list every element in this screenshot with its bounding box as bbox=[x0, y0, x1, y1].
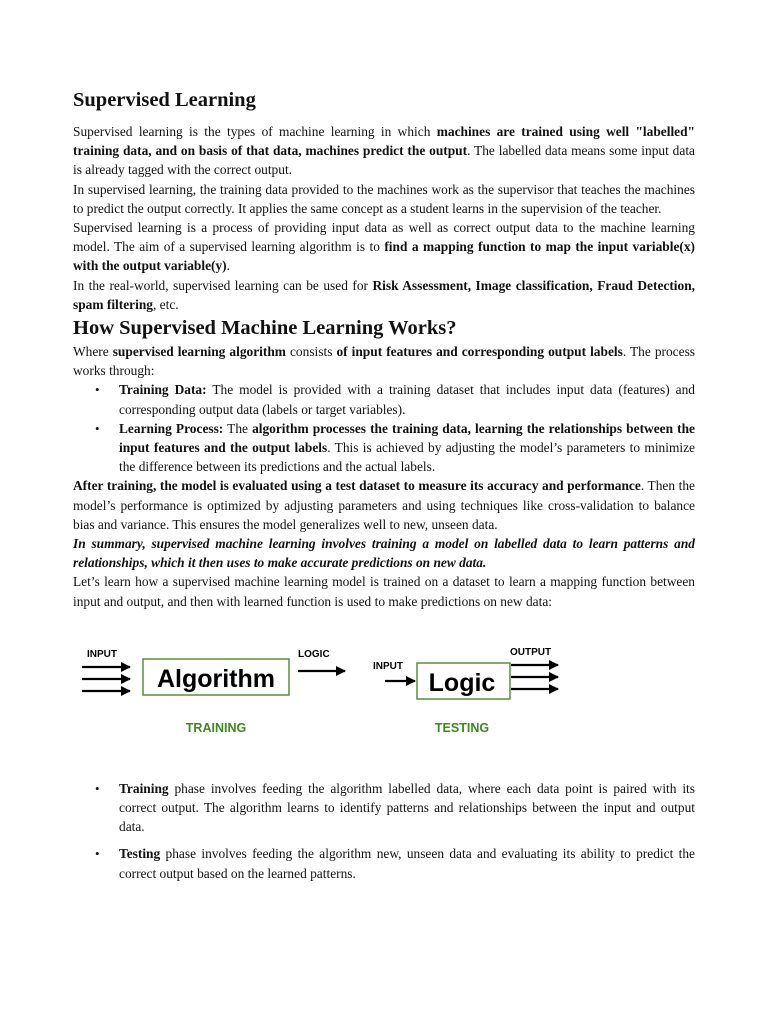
how-p1-bold-b: supervised learning algorithm bbox=[112, 344, 286, 360]
phase-text: phase involves feeding the algorithm labelled data, where each data point is paired with its correct output. The algorithm learns to identify patterns and relationships between the input and output data. bbox=[119, 780, 695, 835]
how-p1-text-e: . The process works through: bbox=[73, 344, 695, 379]
intro-p1-bold: machines are trained using well "labelled" training data, and on basis of that data, machines predict the output bbox=[73, 124, 695, 159]
training-testing-diagram bbox=[73, 637, 695, 757]
list-item-testing-phase bbox=[119, 844, 695, 882]
intro-p1-text-c: . The labelled data means some input data is already tagged with the correct output. bbox=[73, 143, 695, 178]
intro-p4-text-a: In the real-world, supervised learning can be used for bbox=[73, 277, 373, 293]
training-input-label: INPUT bbox=[87, 648, 117, 660]
how-paragraph-3: Let’s learn how a supervised machine learning model is trained on a dataset to learn a mapping function between input and output, and then with learned function is used to make predictions on new data: bbox=[73, 574, 695, 609]
list-item-learning-process bbox=[119, 419, 695, 477]
algorithm-label: Algorithm bbox=[156, 664, 276, 693]
bullet-text-mid: The bbox=[223, 420, 253, 436]
intro-p4-bold: Risk Assessment, Image classification, Fraud Detection, spam filtering bbox=[73, 277, 696, 312]
list-item-training-data bbox=[119, 380, 695, 418]
intro-p4-text-c: , etc. bbox=[152, 296, 179, 312]
phase-label: Training bbox=[119, 780, 169, 796]
logic-box-label: Logic bbox=[428, 668, 496, 697]
section-heading: How Supervised Machine Learning Works? bbox=[73, 317, 457, 340]
output-label: OUTPUT bbox=[510, 646, 552, 658]
summary-paragraph: In summary, supervised machine learning involves training a model on labelled data to learn patterns and relationships, which it then uses to make accurate predictions on new data. bbox=[73, 536, 695, 571]
phase-label: Testing bbox=[119, 846, 161, 862]
process-list bbox=[73, 380, 695, 476]
phase-text: phase involves feeding the algorithm new, unseen data and evaluating its ability to predict the correct output based on the learned patterns. bbox=[119, 846, 695, 881]
bullet-label: Training Data: bbox=[119, 382, 207, 398]
testing-label: TESTING bbox=[434, 720, 490, 735]
how-p2-text: . Then the model’s performance is optimized by adjusting parameters and using techniques like cross-validation to balance bias and variance. This ensures the model generalizes well to new, unseen data. bbox=[73, 478, 695, 532]
intro-paragraph-3 bbox=[73, 218, 695, 276]
intro-p3-bold: find a mapping function to map the input variable(x) with the output variable(y) bbox=[73, 239, 696, 274]
phase-list bbox=[73, 779, 695, 883]
list-item-training-phase bbox=[119, 779, 695, 837]
how-p1-bold-d: of input features and corresponding output labels bbox=[336, 344, 623, 360]
bullet-text: . This is achieved by adjusting the model’s parameters to minimize the difference between its predictions and the actual labels. bbox=[119, 440, 695, 475]
how-paragraph-1 bbox=[73, 342, 695, 380]
logic-output-label: LOGIC bbox=[298, 648, 330, 660]
bullet-label: Learning Process: bbox=[119, 420, 224, 436]
bullet-bold: algorithm processes the training data, learning the relationships between the input features and the output labels bbox=[119, 420, 695, 456]
intro-p3-text-a: Supervised learning is a process of providing input data as well as correct output data to the machine learning model. The aim of a supervised learning algorithm is to bbox=[73, 220, 695, 255]
how-p1-text-a: Where bbox=[73, 344, 113, 360]
how-p1-text-c: consists bbox=[285, 344, 337, 360]
page-title: Supervised Learning bbox=[73, 89, 256, 111]
training-label: TRAINING bbox=[185, 720, 247, 735]
intro-paragraph-2: In supervised learning, the training data provided to the machines work as the supervisor that teaches the machines to predict the output correctly. It applies the same concept as a student learns in the supervision of the teacher. bbox=[73, 181, 695, 216]
intro-paragraph-4 bbox=[73, 276, 695, 314]
intro-p3-text-c: . bbox=[226, 258, 230, 274]
bullet-text: The model is provided with a training dataset that includes input data (features) and corresponding output data (labels or target variables). bbox=[119, 382, 695, 417]
document-content bbox=[73, 88, 695, 891]
how-p2-bold: After training, the model is evaluated using a test dataset to measure its accuracy and performance bbox=[73, 478, 641, 494]
how-paragraph-2 bbox=[73, 476, 695, 534]
diagram-svg bbox=[0, 637, 768, 757]
intro-paragraph-1 bbox=[73, 122, 695, 180]
intro-p1-text-a: Supervised learning is the types of machine learning in which bbox=[73, 124, 437, 139]
testing-input-label: INPUT bbox=[373, 660, 403, 672]
